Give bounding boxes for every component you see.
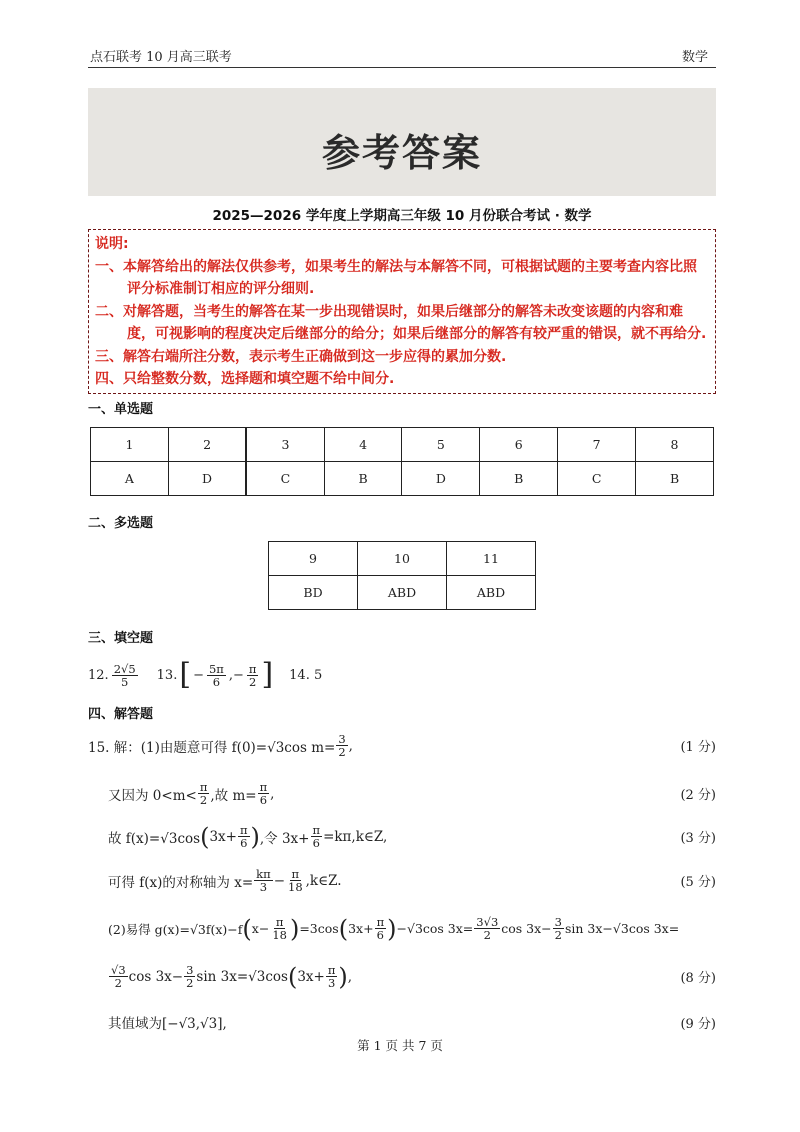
table-row	[269, 542, 536, 576]
section-heading-single: 一、单选题	[88, 402, 154, 417]
table-cell: 10	[358, 542, 447, 576]
table-cell: 4	[324, 428, 402, 462]
table-cell: 8	[636, 428, 714, 462]
table-cell: ABD	[358, 576, 447, 610]
section-heading-solution: 四、解答题	[88, 707, 154, 722]
table-cell: 5	[402, 428, 480, 462]
table-cell: B	[480, 462, 558, 496]
solution-line: 可得 f(x)的对称轴为 x= $\frac{k\pi}{3}$ − $\frac{\pi}{18}$ ,k∈Z. (5 分)	[108, 867, 716, 894]
q13-fraction-a: $\frac{5\pi}{6}$	[208, 661, 224, 689]
table-cell: B	[324, 462, 402, 496]
solution-line: 故 f(x)=√3cos ( 3x+ $\frac{\pi}{6}$ ) ,令 3x+ $\frac{\pi}{6}$ =kπ,k∈Z, (3 分)	[108, 822, 716, 851]
table-cell: BD	[269, 576, 358, 610]
q14-answer: 14. 5	[289, 667, 323, 683]
table-row	[91, 462, 714, 496]
single-choice-table	[90, 427, 714, 496]
fill-blank-answers: 12. $\frac{2√5}{5}$ 13. [ − $\frac{5\pi}{6}$ ,− $\frac{\pi}{2}$ ] 14. 5	[88, 657, 323, 692]
notice-item: 二、对解答题，当考生的解答在某一步出现错误时，如果后继部分的解答未改变该题的内容和难度，可视影响的程度决定后继部分的给分；如果后继部分的解答有较严重的错误，就不再给分.	[95, 303, 707, 342]
score-mark: (9 分)	[680, 1016, 716, 1032]
table-cell: D	[168, 462, 246, 496]
table-cell: A	[91, 462, 169, 496]
notice-box	[88, 229, 716, 394]
table-cell: 9	[269, 542, 358, 576]
table-cell: C	[558, 462, 636, 496]
notice-heading: 说明:	[95, 236, 129, 252]
q12-label: 12.	[88, 667, 109, 683]
exam-title: 2025—2026 学年度上学期高三年级 10 月份联合考试 · 数学	[212, 208, 592, 224]
solution-line: $\frac{√3}{2}$ cos 3x− $\frac{3}{2}$ sin 3x=√3cos ( 3x+ $\frac{\pi}{3}$ ) , (8 分)	[111, 962, 716, 991]
table-cell: 3	[246, 428, 324, 462]
table-cell: 6	[480, 428, 558, 462]
table-cell: 2	[168, 428, 246, 462]
score-mark: (5 分)	[680, 875, 716, 890]
table-cell: 11	[447, 542, 536, 576]
section-heading-fill: 三、填空题	[88, 631, 154, 646]
q12-fraction: $\frac{2√5}{5}$	[113, 661, 136, 689]
table-cell: ABD	[447, 576, 536, 610]
score-mark: (1 分)	[680, 740, 716, 755]
header-right: 数学	[681, 50, 708, 65]
page-title: 参考答案	[321, 130, 482, 175]
notice-item: 三、解答右端所注分数，表示考生正确做到这一步应得的累加分数.	[95, 348, 507, 365]
section-heading-multi: 二、多选题	[88, 516, 154, 531]
score-mark: (8 分)	[680, 971, 716, 986]
table-cell: B	[636, 462, 714, 496]
table-cell: 1	[91, 428, 169, 462]
notice-item: 四、只给整数分数，选择题和填空题不给中间分.	[95, 371, 395, 387]
table-cell: C	[246, 462, 324, 496]
solution-line: (2)易得 g(x)=√3f(x)−f ( x− $\frac{\pi}{18}$ ) =3cos ( 3x+ $\frac{\pi}{6}$ ) −√3cos 3x= $\frac{3√3}{2}$ cos 3x− $\frac{3}{2}$ sin 3x−√3cos 3x=	[108, 914, 680, 943]
score-mark: (3 分)	[680, 831, 716, 846]
header-divider	[88, 67, 716, 68]
notice-item: 一、本解答给出的解法仅供参考，如果考生的解法与本解答不同，可根据试题的主要考查内容比照评分标准制订相应的评分细则.	[95, 258, 697, 297]
solution-line: 又因为 0<m< $\frac{\pi}{2}$ ,故 m= $\frac{\pi}{6}$ , (2 分)	[108, 780, 716, 807]
header-left: 点石联考 10 月高三联考	[90, 50, 232, 65]
table-cell: D	[402, 462, 480, 496]
solution-line: 其值域为[−√3,√3], (9 分)	[88, 1012, 716, 1032]
page-footer: 第 1 页 共 7 页	[357, 1038, 443, 1053]
q13-label: 13.	[156, 667, 178, 683]
title-banner	[88, 88, 716, 196]
table-cell: 7	[558, 428, 636, 462]
table-row	[269, 576, 536, 610]
q13-fraction-b: $\frac{\pi}{2}$	[248, 661, 257, 689]
multi-choice-table	[268, 541, 536, 610]
solution-line: 15. 解：(1)由题意可得 f(0)=√3cos m= $\frac{3}{2}$ , (1 分)	[88, 732, 716, 759]
score-mark: (2 分)	[680, 788, 716, 803]
table-row	[91, 428, 714, 462]
